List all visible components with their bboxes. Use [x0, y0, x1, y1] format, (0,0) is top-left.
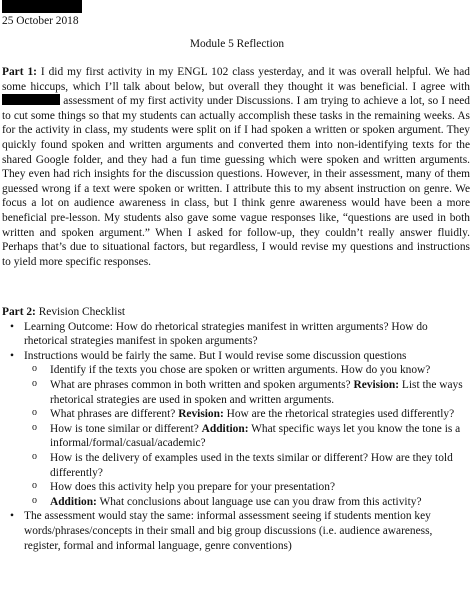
- sub-item-3-label: Revision:: [178, 408, 224, 421]
- sub-item-7: [24, 495, 470, 510]
- sub-item-6: [24, 480, 470, 495]
- redaction-inline-name: [2, 94, 60, 105]
- checklist-bullet-assessment: • The assessment would stay the same: informal assessment seeing if students mention key words/phrases/concepts in their small and big group discussions (i.e. audience awareness, register, formal and informal language, genre conventions): [2, 509, 470, 553]
- part-1-label: Part 1:: [2, 66, 37, 78]
- part-2-heading-text: Revision Checklist: [35, 306, 126, 318]
- sub-item-4: [24, 422, 470, 451]
- sub-item-4-after: What specific ways let you know the tone is a informal/formal/casual/academic?: [50, 422, 461, 450]
- part-1-text-a: I did my first activity in my ENGL 102 class yesterday, and it was overall helpful. We had some hiccups, which I’ll talk about below, but overall they thought it was beneficial. I agree with: [2, 66, 470, 93]
- document-title: Module 5 Reflection: [189, 38, 285, 50]
- checklist-bullet-instructions: [2, 349, 470, 510]
- part-1-paragraph: [2, 65, 470, 269]
- sub-item-1-text: Identify if the texts you chose are spoken or written arguments. How do you know?: [50, 364, 431, 377]
- document-date: 25 October 2018: [2, 15, 79, 27]
- sub-item-2-label: Revision:: [353, 378, 400, 391]
- sub-item-3: [24, 407, 470, 422]
- sub-item-7-label: Addition:: [50, 495, 97, 508]
- checklist-bullet-learning-outcome: • Learning Outcome: How do rhetorical strategies manifest in written arguments? How do rhetorical strategies manifest in spoken arguments?: [2, 320, 470, 349]
- redaction-bar-name: [2, 0, 82, 13]
- checklist: [2, 320, 470, 554]
- part-2-section: [2, 305, 470, 553]
- bullet-instructions-text: Instructions would be fairly the same. But I would revise some discussion questions: [24, 349, 407, 362]
- sub-item-6-text: How does this activity help you prepare for your presentation?: [50, 481, 335, 494]
- sub-item-5-text: How is the delivery of examples used in the texts similar or different? How are they told differently?: [50, 451, 453, 479]
- sub-item-4-label: Addition:: [201, 422, 249, 435]
- part-2-heading: [2, 305, 470, 320]
- part-1-text-b: assessment of my first activity under Discussions. I am trying to achieve a lot, so I need to cut some things so that my students can actually accomplish these tasks in the remaining weeks. As for the activity in class, my students were split on if I had spoken a written or spoken argument. They quickly found spoken and written arguments and converted them into non-identifying texts for the shared Google folder, and they had a fun time guessing which were spoken and written arguments. They even had rich insights for the discussion questions. However, in their assessment, many of them guessed wrong if a text were spoken or written. I attribute this to my absent instruction on genre. We focus a lot on audience awareness in class, but I think genre awareness would have been a more beneficial pre-lesson. My students also gave some vague responses like, “questions are used in both written and spoken argument.” When I asked for follow-up, they couldn’t really answer fluidly. Perhaps that’s due to situational factors, but regardless, I would revise my questions and instructions to yield more specific responses.: [2, 95, 470, 268]
- sub-item-7-after: What conclusions about language use can you draw from this activity?: [96, 495, 422, 508]
- revision-questions-list: [24, 363, 470, 509]
- sub-item-4-text: How is tone similar or different?: [50, 422, 202, 435]
- sub-item-3-text: What phrases are different?: [50, 408, 179, 421]
- sub-item-5: [24, 451, 470, 480]
- sub-item-1: [24, 363, 470, 378]
- sub-item-2-after: List the ways rhetorical strategies are used in spoken and written arguments.: [50, 378, 463, 406]
- sub-item-3-after: How are the rhetorical strategies used differently?: [223, 408, 455, 421]
- part-2-label: Part 2:: [2, 306, 36, 318]
- sub-item-2: [24, 378, 470, 407]
- sub-item-2-text: What are phrases common in both written and spoken arguments?: [50, 378, 354, 391]
